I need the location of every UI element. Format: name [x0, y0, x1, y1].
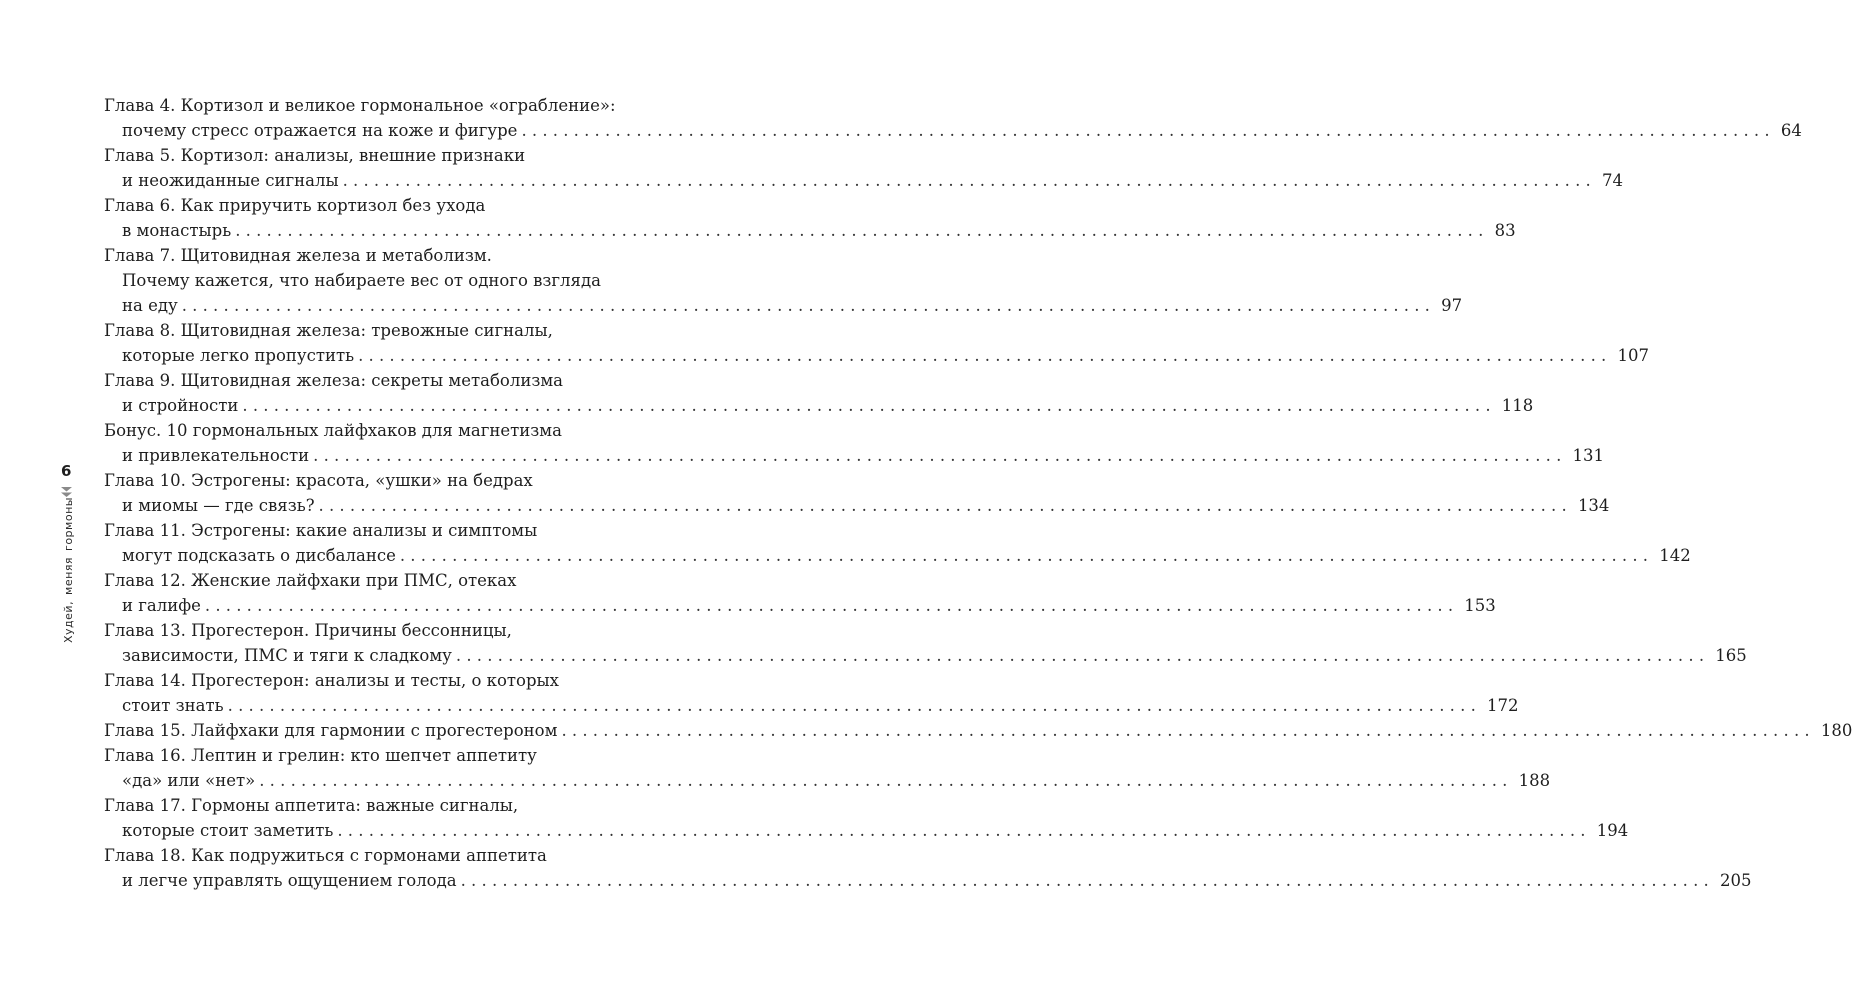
toc-page-number: 83	[1494, 221, 1516, 240]
toc-entry-title-line: Бонус. 10 гормональных лайфхаков для магнетизма	[104, 421, 562, 440]
toc-page-number: 107	[1617, 346, 1649, 365]
dot-leader: ........................................................................................................................	[455, 646, 1710, 665]
toc-entry-title-line: Глава 11. Эстрогены: какие анализы и симптомы	[104, 521, 538, 540]
toc-entry-title-line: могут подсказать о дисбалансе	[122, 546, 396, 565]
dot-leader: ........................................................................................................................	[399, 546, 1654, 565]
toc-page-number: 172	[1487, 696, 1519, 715]
toc-page-number: 118	[1501, 396, 1534, 415]
toc-entry-title-line: Глава 16. Лептин и грелин: кто шепчет аппетиту	[104, 746, 537, 765]
toc-entry-title-line: и стройности	[122, 396, 239, 415]
toc-entry-title-line: почему стресс отражается на коже и фигуре	[122, 121, 518, 140]
toc-entry[interactable]	[104, 668, 1519, 718]
toc-entry-last-line	[104, 868, 1752, 893]
dot-leader: ........................................................................................................................	[259, 771, 1513, 790]
toc-entry-title-line: Глава 14. Прогестерон: анализы и тесты, о которых	[104, 671, 559, 690]
toc-entry-title-line: зависимости, ПМС и тяги к сладкому	[122, 646, 452, 665]
toc-entry-last-line	[104, 768, 1551, 793]
toc-entry[interactable]	[104, 718, 1852, 743]
toc-page-number: 131	[1572, 446, 1605, 465]
toc-entry-last-line	[104, 493, 1610, 518]
toc-page-number: 64	[1780, 121, 1802, 140]
dot-leader: ........................................................................................................................	[318, 496, 1572, 515]
table-of-contents	[104, 93, 1852, 893]
toc-entry[interactable]	[104, 418, 1605, 468]
toc-page-number: 97	[1441, 296, 1463, 315]
toc-entry-title-line: Глава 5. Кортизол: анализы, внешние признаки	[104, 146, 526, 165]
running-head-text: Худей, меняя гормоны	[62, 497, 75, 643]
dot-leader: ........................................................................................................................	[227, 696, 1482, 715]
toc-entry-title-line: Глава 15. Лайфхаки для гармонии с прогестероном	[104, 721, 558, 740]
toc-entry-title-line: которые легко пропустить	[122, 346, 355, 365]
toc-entry-title-line: Глава 18. Как подружиться с гормонами аппетита	[104, 846, 547, 865]
toc-entry-last-line	[104, 218, 1516, 243]
toc-page-number: 165	[1715, 646, 1747, 665]
dot-leader: ........................................................................................................................	[358, 346, 1612, 365]
toc-entry-title-line: Глава 7. Щитовидная железа и метаболизм.	[104, 246, 492, 265]
toc-entry[interactable]	[104, 568, 1496, 618]
toc-entry-last-line	[104, 118, 1802, 143]
toc-entry-last-line	[104, 443, 1605, 468]
toc-entry-title-line: Глава 13. Прогестерон. Причины бессонницы,	[104, 621, 512, 640]
toc-entry[interactable]	[104, 193, 1516, 243]
toc-page-number: 142	[1659, 546, 1691, 565]
toc-entry-title-line: в монастырь	[122, 221, 232, 240]
toc-entry-title-line: которые стоит заметить	[122, 821, 334, 840]
toc-entry-title-line: и легче управлять ощущением голода	[122, 871, 457, 890]
dot-leader: ........................................................................................................................	[235, 221, 1489, 240]
toc-entry[interactable]	[104, 318, 1649, 368]
toc-entry-title-line: Глава 17. Гормоны аппетита: важные сигналы,	[104, 796, 519, 815]
dot-leader: ........................................................................................................................	[313, 446, 1567, 465]
toc-entry-title-line: и миомы — где связь?	[122, 496, 315, 515]
toc-entry-last-line	[104, 643, 1747, 668]
toc-entry-last-line	[104, 543, 1691, 568]
toc-entry[interactable]	[104, 518, 1691, 568]
toc-entry-last-line	[104, 293, 1463, 318]
toc-entry[interactable]	[104, 468, 1610, 518]
toc-entry-title-line: Глава 9. Щитовидная железа: секреты метаболизма	[104, 371, 563, 390]
toc-entry-title-line: Глава 4. Кортизол и великое гормональное «ограбление»:	[104, 96, 616, 115]
dot-leader: ........................................................................................................................	[460, 871, 1714, 890]
toc-entry-last-line	[104, 718, 1852, 743]
toc-page-number: 153	[1464, 596, 1496, 615]
toc-entry-last-line	[104, 818, 1629, 843]
toc-page-number: 134	[1577, 496, 1610, 515]
toc-entry-title-line: и неожиданные сигналы	[122, 171, 339, 190]
toc-page-number: 194	[1596, 821, 1629, 840]
toc-entry-title-line: Почему кажется, что набираете вес от одного взгляда	[122, 271, 601, 290]
toc-page-number: 205	[1720, 871, 1752, 890]
dot-leader: ........................................................................................................................	[204, 596, 1459, 615]
toc-page-number: 74	[1601, 171, 1623, 190]
dot-leader: ........................................................................................................................	[521, 121, 1775, 140]
toc-entry-title-line: Глава 8. Щитовидная железа: тревожные сигналы,	[104, 321, 553, 340]
toc-page-number: 188	[1518, 771, 1551, 790]
toc-entry-last-line	[104, 693, 1519, 718]
toc-entry-last-line	[104, 593, 1496, 618]
dot-leader: ........................................................................................................................	[337, 821, 1591, 840]
toc-entry[interactable]	[104, 793, 1629, 843]
toc-entry[interactable]	[104, 743, 1551, 793]
toc-entry-title-line: «да» или «нет»	[122, 771, 256, 790]
toc-entry-title-line: Глава 6. Как приручить кортизол без ухода	[104, 196, 486, 215]
page-number: 6	[61, 462, 72, 480]
toc-entry-last-line	[104, 393, 1534, 418]
toc-entry[interactable]	[104, 93, 1802, 143]
dot-leader: ........................................................................................................................	[561, 721, 1815, 740]
toc-entry[interactable]	[104, 368, 1534, 418]
toc-entry-title-line: стоит знать	[122, 696, 224, 715]
toc-entry-title-line: и привлекательности	[122, 446, 310, 465]
toc-entry-last-line	[104, 168, 1623, 193]
toc-entry-title-line: на еду	[122, 296, 178, 315]
toc-entry-title-line: и галифе	[122, 596, 201, 615]
dot-leader: ........................................................................................................................	[342, 171, 1596, 190]
toc-entry[interactable]	[104, 618, 1747, 668]
dot-leader: ........................................................................................................................	[181, 296, 1436, 315]
toc-entry-title-line: Глава 10. Эстрогены: красота, «ушки» на бедрах	[104, 471, 533, 490]
toc-entry-last-line	[104, 343, 1649, 368]
toc-entry[interactable]	[104, 843, 1752, 893]
dot-leader: ........................................................................................................................	[242, 396, 1496, 415]
toc-page-number: 180	[1820, 721, 1852, 740]
toc-entry-title-line: Глава 12. Женские лайфхаки при ПМС, отеках	[104, 571, 517, 590]
toc-entry[interactable]	[104, 143, 1623, 193]
toc-entry[interactable]	[104, 243, 1463, 318]
